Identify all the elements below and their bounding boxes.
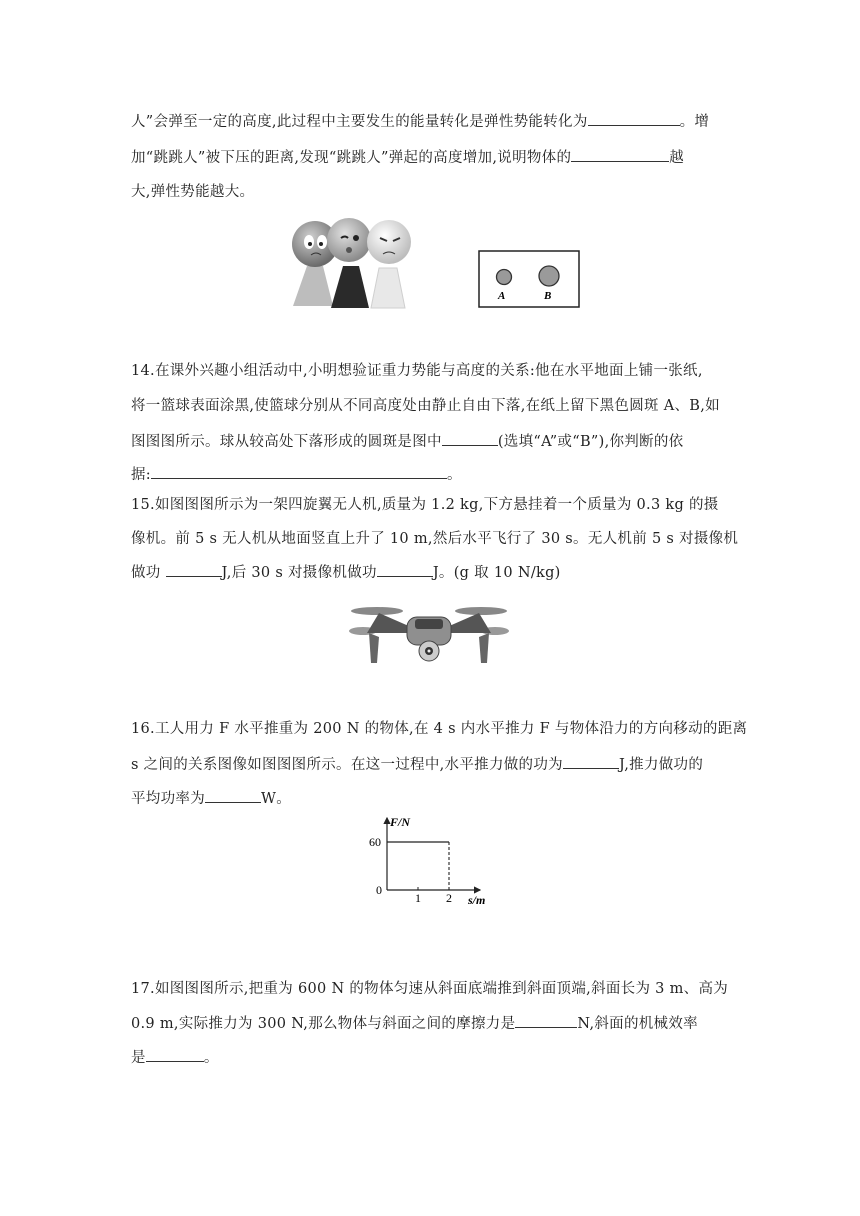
spots-figure xyxy=(478,250,580,308)
origin-label: 0 xyxy=(376,883,382,897)
q13-line3: 大,弹性势能越大。 xyxy=(131,184,255,200)
answer-blank[interactable] xyxy=(563,754,619,769)
answer-blank[interactable] xyxy=(146,1047,204,1062)
answer-blank[interactable] xyxy=(151,464,447,479)
x-tick-label: 1 xyxy=(415,891,421,905)
jumping-dolls-figure xyxy=(283,214,423,314)
answer-blank[interactable] xyxy=(588,111,680,126)
force-distance-chart xyxy=(368,812,498,906)
label-b: B xyxy=(544,290,552,302)
q14-line4: 据: 。 xyxy=(131,464,731,485)
x-tick-label: 2 xyxy=(446,891,452,905)
answer-blank[interactable] xyxy=(515,1013,577,1028)
q14-line1: 14.在课外兴趣小组活动中,小明想验证重力势能与高度的关系:他在水平地面上铺一张纸, xyxy=(131,363,703,379)
q17-line3: 是 。 xyxy=(131,1047,731,1068)
q14-line3: 图图图所示。球从较高处下落形成的圆斑是图中 (选填“A”或“B”),你判断的依 xyxy=(131,431,731,452)
q17-line2: 0.9 m,实际推力为 300 N,那么物体与斜面之间的摩擦力是 N,斜面的机械效率 xyxy=(131,1013,731,1034)
spot-b xyxy=(539,266,559,286)
answer-blank[interactable] xyxy=(166,562,222,577)
x-axis-label: s/m xyxy=(468,893,486,906)
y-axis-label: F/N xyxy=(390,815,411,829)
q13-text: 人”会弹至一定的高度,此过程中主要发生的能量转化是弹性势能转化为 xyxy=(131,114,588,130)
answer-blank[interactable] xyxy=(377,562,433,577)
q16-line1: 16.工人用力 F 水平推重为 200 N 的物体,在 4 s 内水平推力 F 与物体沿力的方向移动的距离 xyxy=(131,721,748,737)
q15-line2: 像机。前 5 s 无人机从地面竖直上升了 10 m,然后水平飞行了 30 s。无人机前 5 s 对摄像机 xyxy=(131,531,739,547)
label-a: A xyxy=(498,290,506,302)
q15-line1: 15.如图图图所示为一架四旋翼无人机,质量为 1.2 kg,下方悬挂着一个质量为 0.3 kg 的摄 xyxy=(131,497,719,513)
drone-figure xyxy=(349,597,509,673)
answer-blank[interactable] xyxy=(571,147,669,162)
q16-line3: 平均功率为 W。 xyxy=(131,788,731,809)
q13-line1: 人”会弹至一定的高度,此过程中主要发生的能量转化是弹性势能转化为 。增 xyxy=(131,111,731,132)
answer-blank[interactable] xyxy=(205,788,261,803)
q13-line2: 加“跳跳人”被下压的距离,发现“跳跳人”弹起的高度增加,说明物体的 越 xyxy=(131,147,731,168)
y-tick-label: 60 xyxy=(369,835,381,849)
q16-line2: s 之间的关系图像如图图图所示。在这一过程中,水平推力做的功为 J,推力做功的 xyxy=(131,754,731,775)
q17-line1: 17.如图图图所示,把重为 600 N 的物体匀速从斜面底端推到斜面顶端,斜面长为 3 m、高为 xyxy=(131,981,729,997)
q15-line3: 做功 J,后 30 s 对摄像机做功 J。(g 取 10 N/kg) xyxy=(131,562,731,583)
answer-blank[interactable] xyxy=(442,431,498,446)
spot-a xyxy=(497,270,512,285)
q14-line2: 将一篮球表面涂黑,使篮球分别从不同高度处由静止自由下落,在纸上留下黑色圆斑 A、B,如 xyxy=(131,398,720,414)
